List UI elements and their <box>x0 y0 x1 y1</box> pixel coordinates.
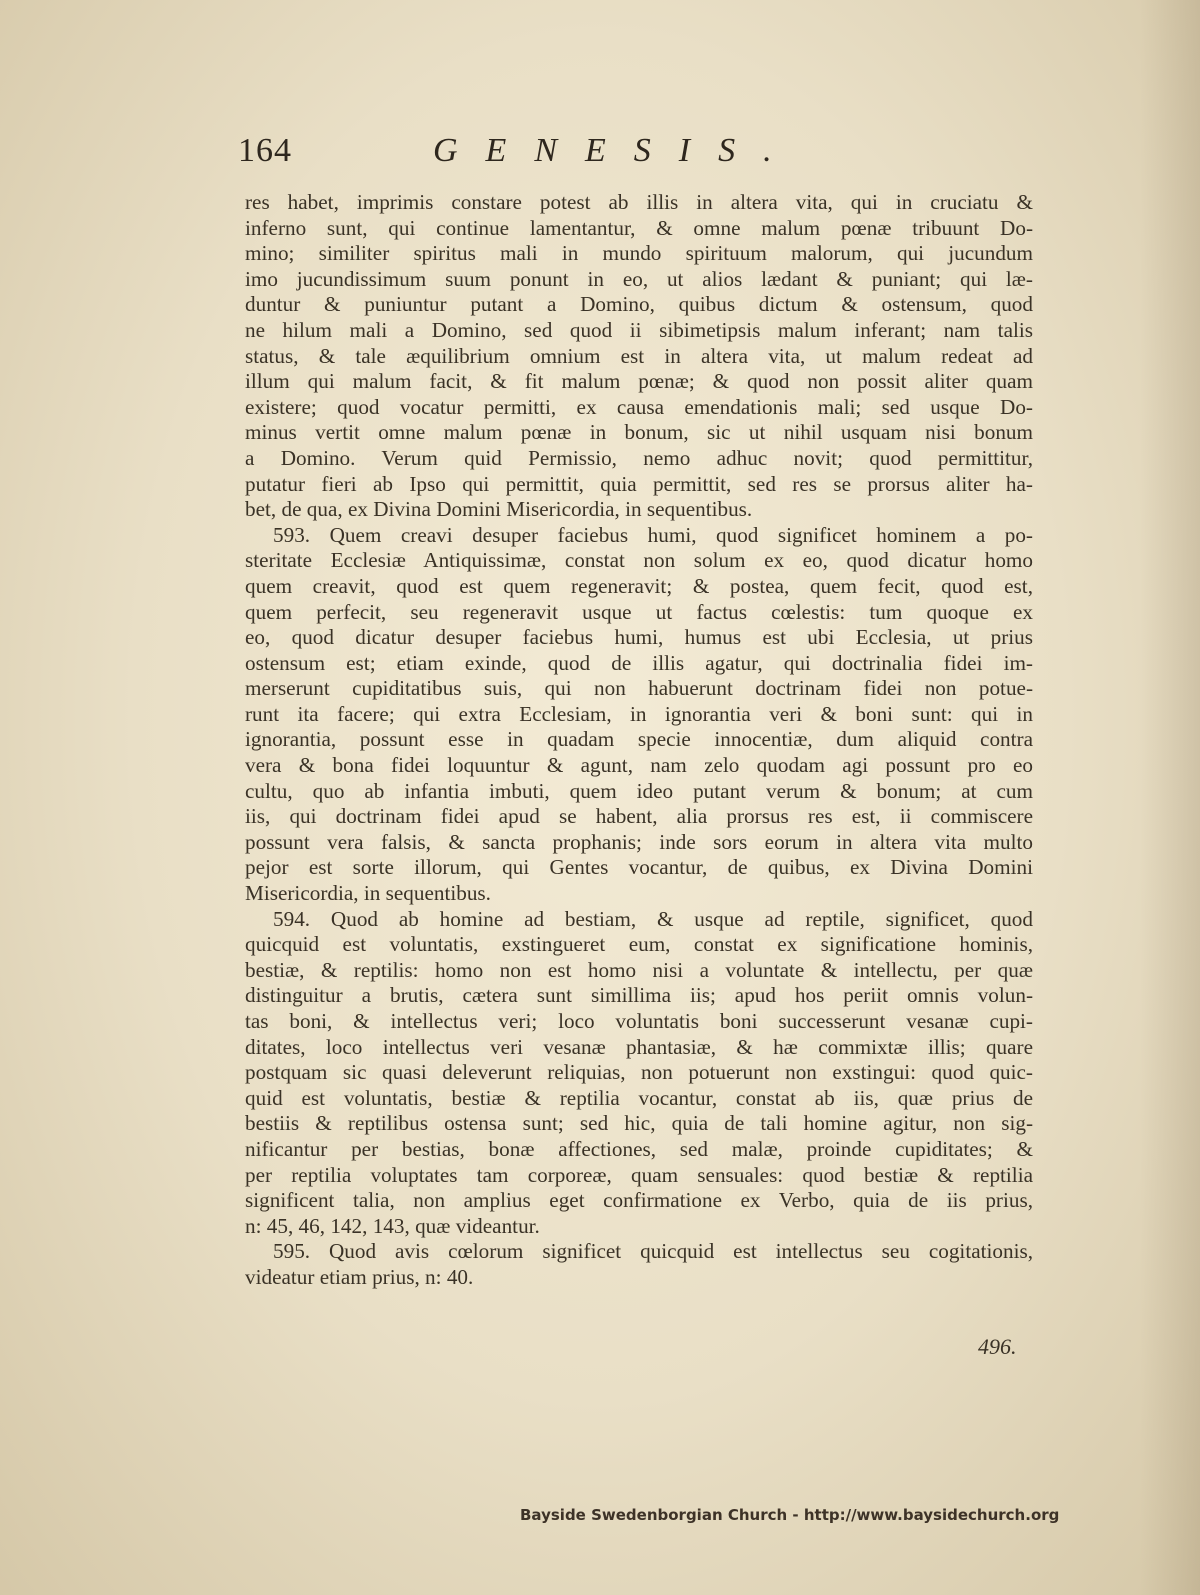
text-line: putatur fieri ab Ipso qui permittit, quia permittit, sed res se prorsus aliter ha- <box>245 471 1033 496</box>
text-line: res habet, imprimis constare potest ab illis in altera vita, qui in cruciatu & <box>245 190 1033 214</box>
text-line: per reptilia voluptates tam corporeæ, quam sensuales: quod bestiæ & reptilia <box>245 1162 1033 1187</box>
text-line: inferno sunt, qui continue lamentantur, & omne malum pœnæ tribuunt Do- <box>245 215 1033 240</box>
text-line: quid est voluntatis, bestiæ & reptilia vocantur, constat ab iis, quæ prius de <box>245 1085 1033 1110</box>
text-line: quem perfecit, seu regeneravit usque ut factus cœlestis: tum quoque ex <box>245 599 1033 624</box>
text-line: ne hilum mali a Domino, sed quod ii sibimetipsis malum inferant; nam talis <box>245 317 1033 342</box>
text-line: existere; quod vocatur permitti, ex causa emendationis mali; sed usque Do- <box>245 394 1033 419</box>
text-line: steritate Ecclesiæ Antiquissimæ, constat non solum ex eo, quod dicatur homo <box>245 548 1033 573</box>
text-line: bet, de qua, ex Divina Domini Misericordia, in sequentibus. <box>245 497 753 522</box>
text-line: bestiæ, & reptilis: homo non est homo nisi a voluntate & intellectu, per quæ <box>245 957 1033 982</box>
catchword: 496. <box>978 1334 1017 1359</box>
text-line: ditates, loco intellectus veri vesanæ phantasiæ, & hæ commixtæ illis; quare <box>245 1034 1033 1059</box>
text-line: ostensum est; etiam exinde, quod de illis agatur, qui doctrinalia fidei im- <box>245 650 1033 675</box>
text-line: bestiis & reptilibus ostensa sunt; sed hic, quia de tali homine agitur, non sig- <box>245 1111 1033 1136</box>
text-line: eo, quod dicatur desuper faciebus humi, humus est ubi Ecclesia, ut prius <box>245 625 1033 650</box>
text-line: illum qui malum facit, & fit malum pœnæ; & quod non possit aliter quam <box>245 369 1033 394</box>
text-line: vera & bona fidei loquuntur & agunt, nam zelo quodam agi possunt pro eo <box>245 753 1033 778</box>
text-line: 595. Quod avis cœlorum significet quicquid est intellectus seu cogitationis, <box>273 1239 1033 1264</box>
running-title: GENESIS. <box>433 132 800 169</box>
footer-credit: Bayside Swedenborgian Church - http://www.baysidechurch.org <box>520 1506 1060 1524</box>
text-line: 593. Quem creavi desuper faciebus humi, quod significet hominem a po- <box>273 522 1033 547</box>
page-number: 164 <box>238 132 292 169</box>
text-line: mino; similiter spiritus mali in mundo spirituum malorum, qui jucundum <box>245 241 1033 266</box>
text-line: quem creavit, quod est quem regeneravit; & postea, quem fecit, quod est, <box>245 573 1033 598</box>
text-line: status, & tale æquilibrium omnium est in altera vita, ut malum redeat ad <box>245 343 1033 368</box>
text-line: distinguitur a brutis, cætera sunt simillima iis; apud hos periit omnis volun- <box>245 983 1033 1008</box>
text-line: postquam sic quasi deleverunt reliquias, non potuerunt non exstingui: quod quic- <box>245 1060 1033 1085</box>
page-header <box>238 132 1038 176</box>
text-line: imo jucundissimum suum ponunt in eo, ut alios lædant & puniant; qui læ- <box>245 266 1033 291</box>
text-line: pejor est sorte illorum, qui Gentes vocantur, de quibus, ex Divina Domini <box>245 855 1033 880</box>
text-line: iis, qui doctrinam fidei apud se habent, alia prorsus res est, ii commiscere <box>245 804 1033 829</box>
text-line: a Domino. Verum quid Permissio, nemo adhuc novit; quod permittitur, <box>245 445 1033 470</box>
page-edge-shadow <box>1140 0 1200 1595</box>
body-text <box>245 190 1033 1291</box>
text-line: Misericordia, in sequentibus. <box>245 881 491 906</box>
text-line: possunt vera falsis, & sancta prophanis; inde sors eorum in altera vita multo <box>245 829 1033 854</box>
text-line: videatur etiam prius, n: 40. <box>245 1264 474 1289</box>
text-line: tas boni, & intellectus veri; loco voluntatis boni successerunt vesanæ cupi- <box>245 1009 1033 1033</box>
text-line: ignorantia, possunt esse in quadam specie innocentiæ, dum aliquid contra <box>245 727 1033 752</box>
text-line: cultu, quo ab infantia imbuti, quem ideo putant verum & bonum; at cum <box>245 778 1033 803</box>
text-line: significent talia, non amplius eget confirmatione ex Verbo, quia de iis prius, <box>245 1188 1033 1213</box>
text-line: quicquid est voluntatis, exstingueret eum, constat ex significatione hominis, <box>245 932 1033 957</box>
text-line: nificantur per bestias, bonæ affectiones, sed malæ, proinde cupiditates; & <box>245 1136 1033 1161</box>
text-line: n: 45, 46, 142, 143, quæ videantur. <box>245 1213 540 1238</box>
text-line: duntur & puniuntur putant a Domino, quibus dictum & ostensum, quod <box>245 292 1033 317</box>
text-line: runt ita facere; qui extra Ecclesiam, in ignorantia veri & boni sunt: qui in <box>245 701 1033 726</box>
text-line: merserunt cupiditatibus suis, qui non habuerunt doctrinam fidei non potue- <box>245 676 1033 701</box>
text-line: 594. Quod ab homine ad bestiam, & usque ad reptile, significet, quod <box>273 906 1033 931</box>
text-line: minus vertit omne malum pœnæ in bonum, sic ut nihil usquam nisi bonum <box>245 420 1033 445</box>
